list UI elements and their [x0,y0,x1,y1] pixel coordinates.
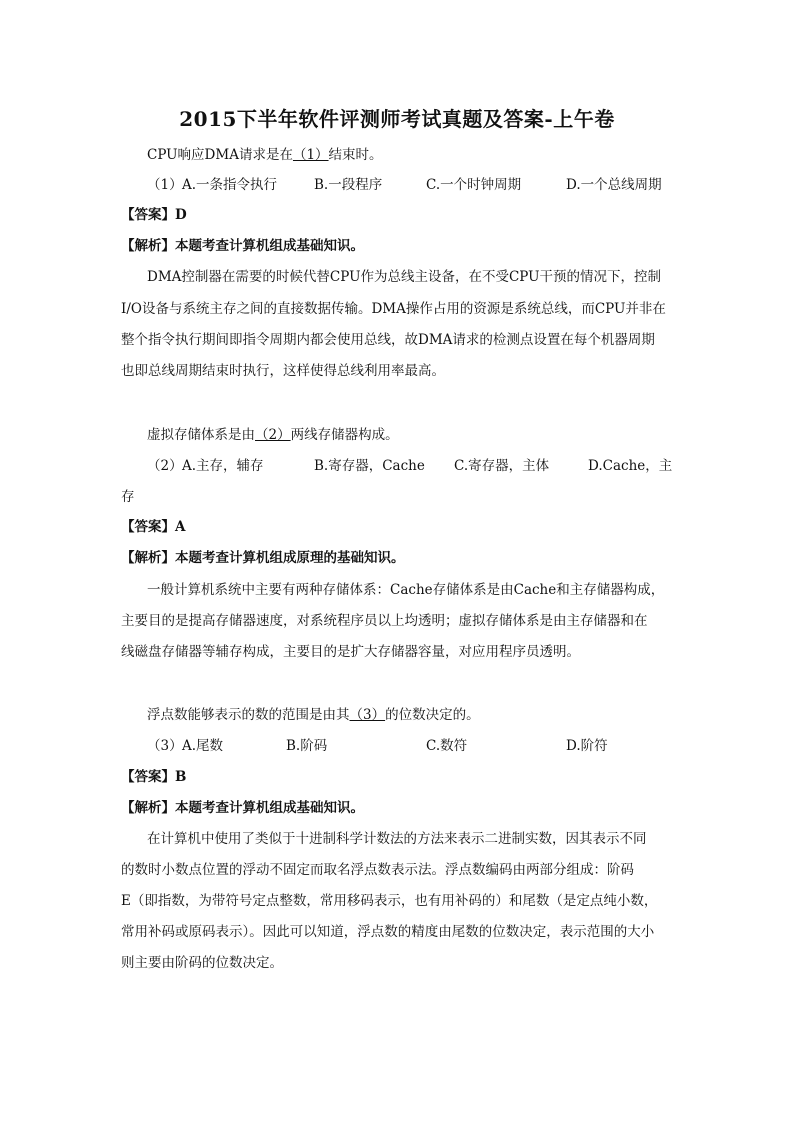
analysis-paragraph-line: 整个指令执行期间即指令周期内都会使用总线，故DMA请求的检测点设置在每个机器周期 [121,332,655,348]
question-1-option-c: C.一个时钟周期 [426,177,522,193]
analysis-paragraph-line: 则主要由阶码的位数决定。 [121,955,283,971]
analysis-label: 【解析】 [121,550,175,566]
question-3-option-c: C.数符 [426,738,468,754]
analysis-paragraph-line: 常用补码或原码表示）。因此可以知道，浮点数的精度由尾数的位数决定，表示范围的大小 [121,924,655,940]
answer-value: A [175,519,186,535]
question-1-option-d: D.一个总线周期 [566,177,662,193]
question-2-option-b: B.寄存器，Cache [314,458,425,474]
analysis-paragraph-line: 一般计算机系统中主要有两种存储体系：Cache存储体系是由Cache和主存储器构成， [147,582,665,598]
analysis-paragraph-line: 主要目的是提高存储器速度，对系统程序员以上均透明；虚拟存储体系是由主存储器和在 [121,613,648,629]
analysis-title: 本题考查计算机组成基础知识。 [175,238,364,254]
question-2-option-d-wrap: 存 [121,489,135,505]
answer-label: 【答案】 [121,207,175,223]
analysis-paragraph-line: E（即指数，为带符号定点整数，常用移码表示，也有用补码的）和尾数（是定点纯小数， [121,893,658,909]
answer-label: 【答案】 [121,769,175,785]
question-2-option-a: A.主存，辅存 [182,458,264,474]
question-2-number: （2） [147,458,183,474]
question-1-stem-after: 结束时。 [328,147,383,163]
question-1-stem [147,145,383,165]
question-3-number: （3） [147,738,183,754]
analysis-paragraph-line: 在计算机中使用了类似于十进制科学计数法的方法来表示二进制实数，因其表示不同 [147,831,647,847]
question-1-option-b: B.一段程序 [314,177,383,193]
question-1-answer [121,205,187,225]
question-3-stem-before: 浮点数能够表示的数的范围是由其 [147,707,350,723]
analysis-paragraph-line: DMA控制器在需要的时候代替CPU作为总线主设备，在不受CPU干预的情况下，控制 [147,269,662,285]
analysis-paragraph-line: I/O设备与系统主存之间的直接数据传输。DMA操作占用的资源是系统总线，而CPU并非在 [121,301,666,317]
question-3-analysis-heading [121,798,364,818]
analysis-label: 【解析】 [121,800,175,816]
question-1-number: （1） [147,177,183,193]
analysis-paragraph-line: 的数时小数点位置的浮动不固定而取名浮点数表示法。浮点数编码由两部分组成：阶码 [121,862,634,878]
analysis-paragraph-line: 线磁盘存储器等辅存构成，主要目的是扩大存储器容量，对应用程序员透明。 [121,644,580,660]
question-2-option-c: C.寄存器，主体 [454,458,550,474]
answer-label: 【答案】 [121,519,175,535]
answer-value: B [175,769,187,785]
analysis-title: 本题考查计算机组成原理的基础知识。 [175,550,405,566]
question-3-option-b: B.阶码 [286,738,328,754]
question-2-stem [147,425,399,445]
answer-value: D [175,207,187,223]
question-1-blank: （1） [292,147,329,163]
question-3-option-a: A.尾数 [182,738,224,754]
question-2-answer [121,517,185,537]
question-3-blank: （3） [349,707,386,723]
question-3-stem [147,705,480,725]
question-2-analysis-heading [121,548,405,568]
analysis-label: 【解析】 [121,238,175,254]
question-1-analysis-heading [121,236,364,256]
document-title: 2015下半年软件评测师考试真题及答案-上午卷 [179,107,615,131]
question-3-option-d: D.阶符 [566,738,608,754]
question-2-option-d: D.Cache，主 [588,458,673,474]
question-2-stem-after: 两线存储器构成。 [290,427,399,443]
question-1-stem-before: CPU响应DMA请求是在 [147,147,293,163]
question-3-stem-after: 的位数决定的。 [385,707,480,723]
analysis-paragraph-line: 也即总线周期结束时执行，这样使得总线利用率最高。 [121,363,445,379]
question-1-option-a: A.一条指令执行 [182,177,278,193]
question-2-stem-before: 虚拟存储体系是由 [147,427,255,443]
question-2-blank: （2） [255,427,291,443]
question-3-answer [121,767,186,787]
analysis-title: 本题考查计算机组成基础知识。 [175,800,364,816]
